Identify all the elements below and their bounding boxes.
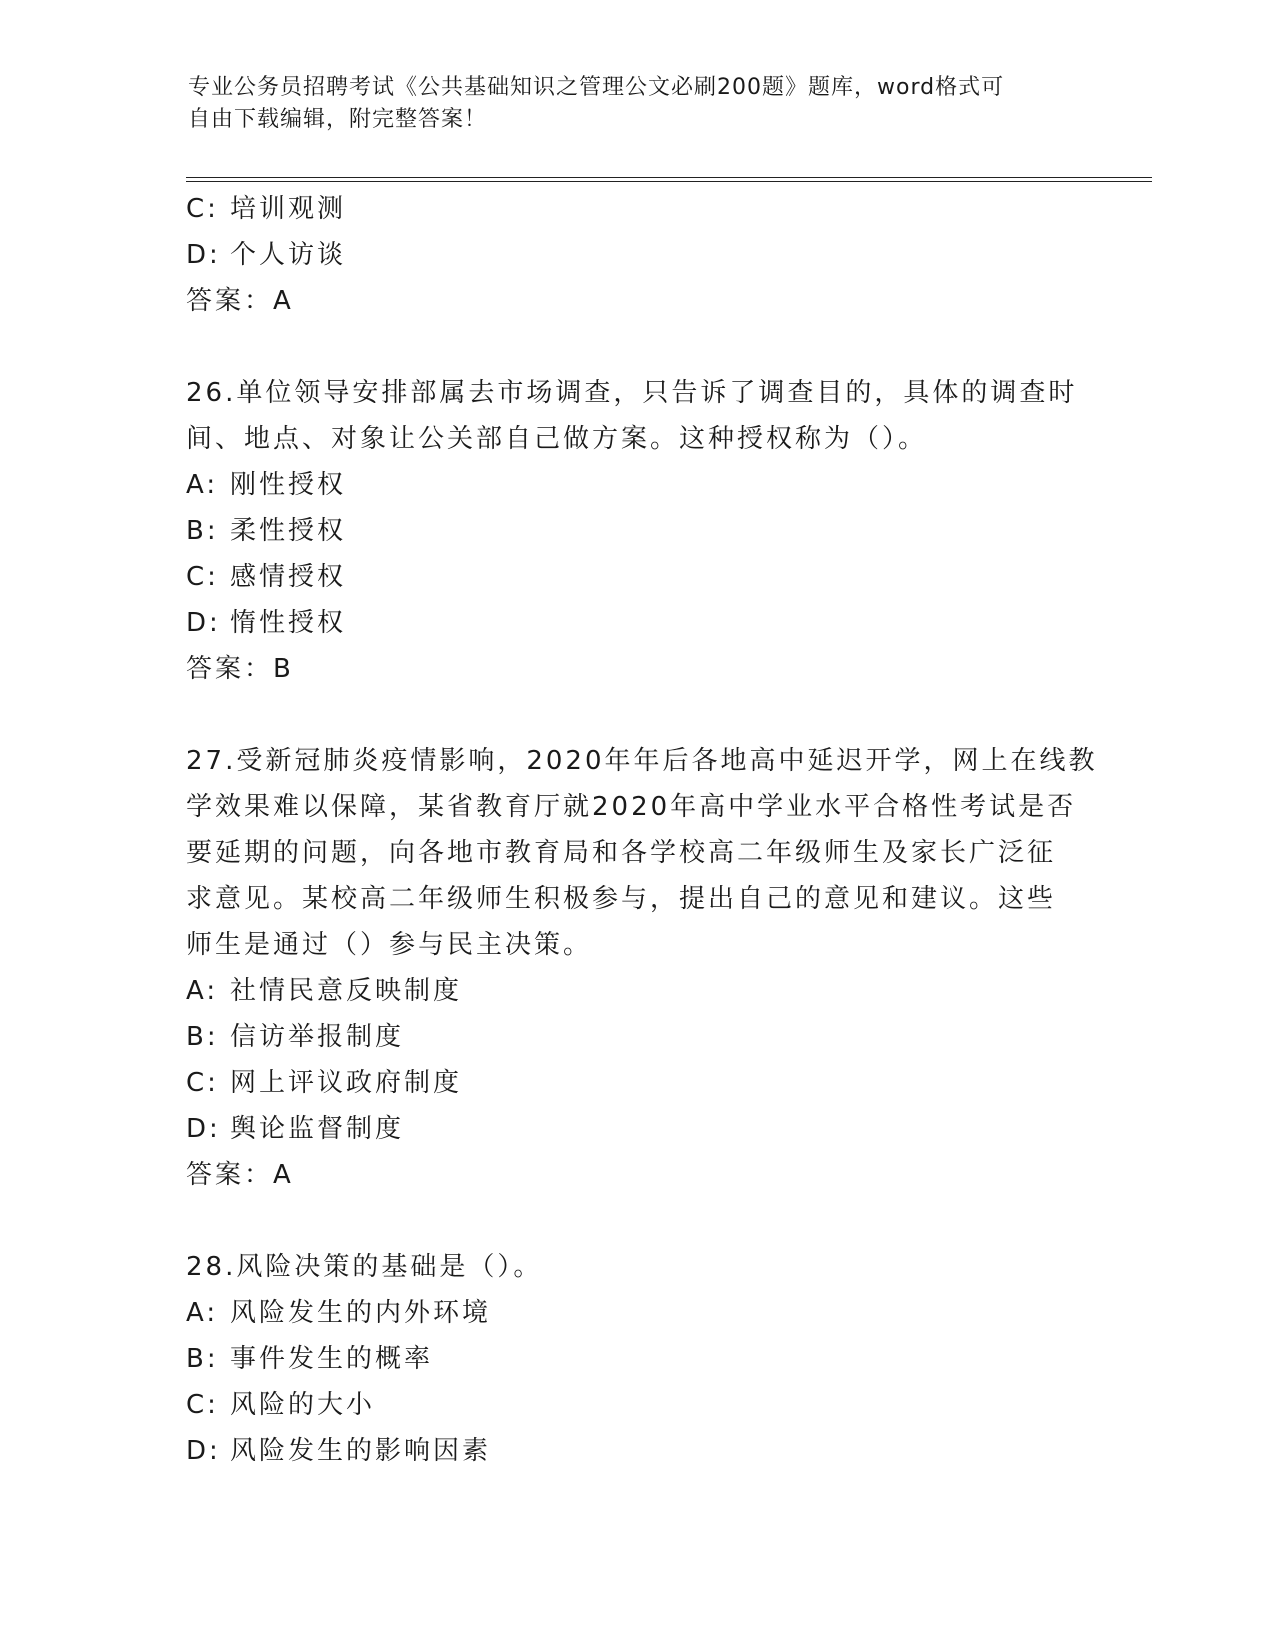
option-d: [186, 600, 1086, 646]
question-stem-line: 求意见。某校高二年级师生积极参与，提出自己的意见和建议。这些: [186, 884, 1057, 914]
question-stem-line: 27.受新冠肺炎疫情影响，2020年年后各地高中延迟开学，网上在线教: [186, 746, 1098, 776]
option-key: C:: [186, 194, 219, 224]
option-d: [186, 1428, 1086, 1474]
question-26: [186, 370, 1086, 692]
question-27: [186, 738, 1098, 1198]
question-list: [186, 186, 1098, 1474]
answer: 答案：B: [186, 654, 294, 684]
option-c: [186, 186, 1086, 232]
option-text: 培训观测: [230, 194, 347, 224]
option-key: D:: [186, 1114, 221, 1144]
option-text: 社情民意反映制度: [230, 976, 463, 1006]
option-text: 刚性授权: [230, 470, 347, 500]
option-key: A:: [186, 1298, 219, 1328]
spacer: [186, 324, 1086, 370]
option-text: 柔性授权: [230, 516, 347, 546]
spacer: [186, 692, 1086, 738]
option-d: [186, 1106, 1086, 1152]
option-key: B:: [186, 1344, 219, 1374]
option-b: [186, 1336, 1086, 1382]
header-divider-top: [186, 177, 1152, 178]
option-text: 信访举报制度: [230, 1022, 405, 1052]
option-text: 风险发生的影响因素: [230, 1436, 492, 1466]
answer: 答案：A: [186, 1160, 294, 1190]
option-a: [186, 462, 1086, 508]
option-key: D:: [186, 240, 221, 270]
option-key: A:: [186, 976, 219, 1006]
option-key: D:: [186, 608, 221, 638]
question-stem-line: 师生是通过（）参与民主决策。: [186, 930, 593, 960]
option-text: 事件发生的概率: [230, 1344, 434, 1374]
question-stem-line: 26.单位领导安排部属去市场调查，只告诉了调查目的，具体的调查时: [186, 378, 1078, 408]
option-b: [186, 1014, 1086, 1060]
answer: 答案：A: [186, 286, 294, 316]
option-b: [186, 508, 1086, 554]
question-stem-line: 间、地点、对象让公关部自己做方案。这种授权称为（）。: [186, 424, 928, 454]
option-key: A:: [186, 470, 219, 500]
question-stem-line: 学效果难以保障，某省教育厅就2020年高中学业水平合格性考试是否: [186, 792, 1077, 822]
option-key: B:: [186, 516, 219, 546]
option-key: C:: [186, 1390, 219, 1420]
option-text: 惰性授权: [230, 608, 347, 638]
question-stem-line: 28.风险决策的基础是（）。: [186, 1252, 543, 1282]
header-line-2: 自由下载编辑，附完整答案！: [188, 107, 488, 132]
spacer: [186, 1198, 1086, 1244]
option-key: B:: [186, 1022, 219, 1052]
option-text: 感情授权: [230, 562, 347, 592]
option-a: [186, 968, 1086, 1014]
option-text: 网上评议政府制度: [230, 1068, 463, 1098]
option-c: [186, 1060, 1086, 1106]
option-a: [186, 1290, 1086, 1336]
option-key: C:: [186, 1068, 219, 1098]
header-divider-bottom: [186, 181, 1152, 182]
question-stem-line: 要延期的问题，向各地市教育局和各学校高二年级师生及家长广泛征: [186, 838, 1057, 868]
header-line-1: 专业公务员招聘考试《公共基础知识之管理公文必刷200题》题库，word格式可: [188, 75, 1005, 100]
question-28: [186, 1244, 1086, 1474]
option-key: C:: [186, 562, 219, 592]
option-c: [186, 554, 1086, 600]
option-text: 舆论监督制度: [230, 1114, 405, 1144]
option-text: 个人访谈: [230, 240, 347, 270]
option-text: 风险的大小: [230, 1390, 376, 1420]
question-25-tail: [186, 186, 1086, 324]
option-c: [186, 1382, 1086, 1428]
option-text: 风险发生的内外环境: [230, 1298, 492, 1328]
document-header: [188, 72, 1068, 136]
option-d: [186, 232, 1086, 278]
option-key: D:: [186, 1436, 221, 1466]
